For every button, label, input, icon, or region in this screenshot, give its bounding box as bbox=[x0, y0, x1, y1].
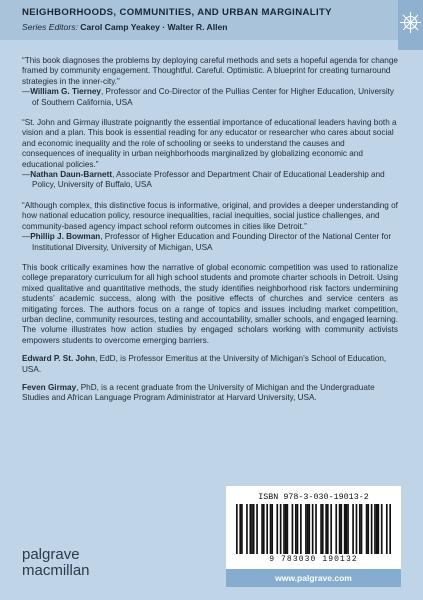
quote-attribution bbox=[22, 232, 398, 253]
quote-attribution bbox=[22, 87, 398, 108]
quote-author-name: Nathan Daun-Barnett bbox=[30, 170, 113, 180]
quote-author-affiliation: , Professor of Higher Education and Founding Director of the National Center for Institutional Diversity, University of Michigan, USA bbox=[32, 232, 392, 252]
back-cover-content bbox=[22, 56, 398, 412]
endorsement-quote bbox=[22, 118, 398, 191]
quote-dash: — bbox=[22, 170, 31, 180]
endorsement-quote bbox=[22, 201, 398, 253]
quote-author-name: William G. Tierney bbox=[30, 87, 101, 97]
quote-author-affiliation: , Professor and Co-Director of the Pullias Center for Higher Education, University of Southern California, USA bbox=[32, 87, 395, 107]
quote-dash: — bbox=[22, 232, 31, 242]
series-editors-names: Carol Camp Yeakey · Walter R. Allen bbox=[80, 22, 228, 32]
network-logo-icon bbox=[398, 10, 423, 35]
quote-attribution bbox=[22, 170, 398, 191]
publisher-name-line2: macmillan bbox=[22, 562, 90, 579]
series-header bbox=[0, 0, 423, 40]
publisher-name-line1: palgrave bbox=[22, 546, 80, 563]
author-name: Feven Girmay bbox=[22, 382, 77, 392]
barcode-digits: 9 783030 190132 bbox=[269, 555, 358, 564]
barcode-image bbox=[236, 504, 391, 554]
quote-author-name: Phillip J. Bowman bbox=[30, 232, 101, 242]
publisher-website: www.palgrave.com bbox=[226, 569, 401, 587]
series-title: NEIGHBORHOODS, COMMUNITIES, AND URBAN MARGINALITY bbox=[22, 7, 332, 18]
publisher-logo bbox=[22, 547, 90, 579]
author-bio-text: , EdD, is Professor Emeritus at the University of Michigan’s School of Education, USA. bbox=[22, 354, 387, 374]
quote-dash: — bbox=[22, 87, 31, 97]
book-description: This book critically examines how the narrative of global economic competition was used to rationalize college preparatory curriculum for all high school students and promote charter schools in Detroit. Using mixed qualitative and quantitative methods, the study identifies neighborhood risk factors undermining students’ academic success, along with the positive effects of churches and service centers as mitigating forces. The authors focus on a range of topics and issues including market competition, urban decline, community resources, testing and accountability, smaller schools, and engaged learning. The volume illustrates how action studies by engaged scholars working with community activists empowers students to overcome emerging barriers. bbox=[22, 262, 398, 345]
quote-text: “This book diagnoses the problems by deploying careful methods and sets a hopeful agenda for change framed by community engagement. Thoughtful. Careful. Optimistic. A blueprint for creating turnaround strategies in the inner-city.” bbox=[22, 56, 398, 86]
author-bio bbox=[22, 383, 398, 404]
quote-text: “Although complex, this distinctive focus is informative, original, and provides a deeper understanding of how national education policy, resource inequalities, racial inequities, social justice challenges, and community-based agency impact school reform outcomes in cities like Detroit.” bbox=[22, 200, 398, 231]
author-name: Edward P. St. John bbox=[22, 354, 96, 364]
series-editors bbox=[22, 22, 228, 32]
endorsement-quote bbox=[22, 56, 398, 108]
series-editors-label: Series Editors: bbox=[22, 22, 78, 32]
quote-author-affiliation: , Associate Professor and Department Chair of Educational Leadership and Policy, University of Buffalo, USA bbox=[32, 170, 385, 190]
author-bio bbox=[22, 354, 398, 375]
quote-text: “St. John and Girmay illustrate poignantly the essential importance of educational leaders having both a vision and a plan. This book is essential reading for any educator or researcher who cares about social and economic inequality and the role of schooling or seeks to understand the causes and consequences of inequality in urban neighborhoods marginalized by globalizing economic and educational policies.” bbox=[22, 118, 397, 169]
series-logo bbox=[398, 0, 423, 50]
isbn-text: ISBN 978-3-030-19013-2 bbox=[258, 492, 369, 502]
barcode-box bbox=[226, 486, 401, 569]
author-bio-text: , PhD, is a recent graduate from the University of Michigan and the Undergraduate Studies and African Language Program Administrator at Harvard University, USA. bbox=[22, 382, 375, 403]
